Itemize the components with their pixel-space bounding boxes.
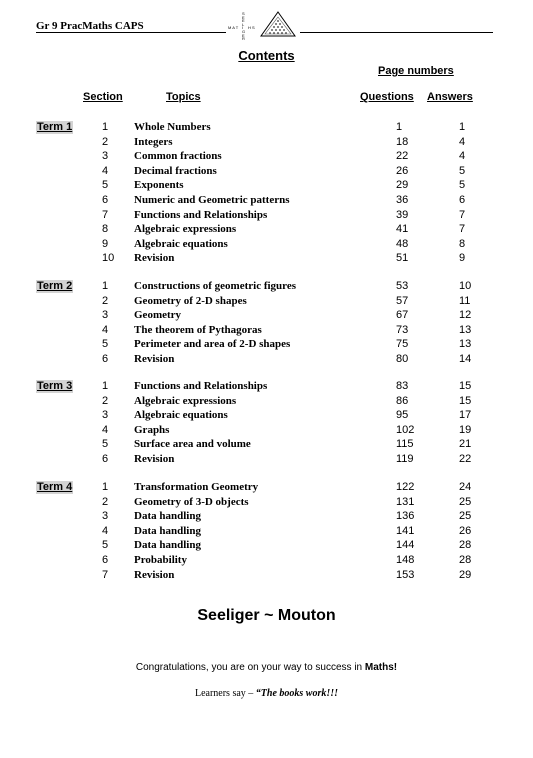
page-numbers-heading: Page numbers <box>378 65 454 77</box>
answers-page: 1 <box>459 121 466 133</box>
header-rule-left <box>36 32 226 33</box>
section-number: 8 <box>102 223 109 236</box>
topic-name: Functions and Relationships <box>134 208 268 221</box>
section-number: 6 <box>102 194 109 206</box>
answers-page: 15 <box>459 394 472 407</box>
authors: Seeliger ~ Mouton <box>197 607 336 624</box>
section-number: 3 <box>102 150 109 163</box>
column-header-answers: Answers <box>427 91 473 103</box>
section-number: 1 <box>102 121 109 133</box>
section-number: 3 <box>102 409 109 422</box>
table-row <box>36 554 496 569</box>
answers-page: 12 <box>459 309 472 322</box>
topic-name: Geometry of 2-D shapes <box>134 294 247 307</box>
table-row <box>36 496 496 511</box>
table-row <box>36 136 496 151</box>
questions-page: 1 <box>396 121 403 133</box>
table-row <box>36 569 496 584</box>
topic-name: Integers <box>134 135 173 148</box>
questions-page: 53 <box>396 280 409 292</box>
table-row <box>36 309 496 324</box>
section-number: 5 <box>102 438 109 451</box>
answers-page: 6 <box>459 194 466 206</box>
section-number: 4 <box>102 423 109 436</box>
questions-page: 67 <box>396 309 409 322</box>
topic-name: Numeric and Geometric patterns <box>134 194 290 206</box>
questions-page: 115 <box>396 438 414 451</box>
questions-page: 148 <box>396 554 415 566</box>
table-row <box>36 438 496 453</box>
table-row <box>36 424 496 439</box>
topic-name: Algebraic equations <box>134 237 228 250</box>
table-row <box>36 223 496 238</box>
answers-page: 8 <box>459 237 466 250</box>
table-row <box>36 453 496 468</box>
questions-page: 136 <box>396 510 415 523</box>
logo-text-right: H S <box>248 25 255 30</box>
answers-page: 4 <box>459 150 466 163</box>
answers-page: 5 <box>459 179 466 192</box>
table-row <box>36 179 496 194</box>
document-header-title: Gr 9 PracMaths CAPS <box>36 20 144 32</box>
table-row <box>36 252 496 267</box>
topic-name: Data handling <box>134 510 201 523</box>
term-label: Term 4 <box>37 481 73 493</box>
table-row <box>36 380 496 395</box>
questions-page: 73 <box>396 323 409 336</box>
table-row <box>36 525 496 540</box>
section-number: 4 <box>102 524 109 537</box>
section-number: 1 <box>102 380 109 392</box>
term-label: Term 3 <box>37 380 73 392</box>
section-number: 1 <box>102 280 109 292</box>
contents-heading: Contents <box>238 48 295 63</box>
answers-page: 29 <box>459 568 472 581</box>
answers-page: 9 <box>459 252 466 265</box>
questions-page: 119 <box>396 453 414 465</box>
answers-page: 25 <box>459 510 472 523</box>
questions-page: 36 <box>396 194 409 206</box>
topic-name: Exponents <box>134 179 184 192</box>
topic-name: Transformation Geometry <box>134 481 259 493</box>
learners-say-prefix: Learners say – <box>194 688 256 699</box>
answers-page: 22 <box>459 453 472 465</box>
table-row <box>36 324 496 339</box>
questions-page: 86 <box>396 394 409 407</box>
answers-page: 4 <box>459 135 466 148</box>
topic-name: Revision <box>134 568 175 581</box>
header-rule-right <box>300 32 493 33</box>
section-number: 5 <box>102 539 109 552</box>
section-number: 6 <box>102 353 109 365</box>
table-row <box>36 395 496 410</box>
table-row <box>36 165 496 180</box>
logo-text-vertical: S E E L I G E R <box>242 11 246 42</box>
answers-page: 28 <box>459 554 472 566</box>
topic-name: Surface area and volume <box>134 438 251 451</box>
answers-page: 15 <box>459 380 472 392</box>
topic-name: Algebraic equations <box>134 409 228 422</box>
questions-page: 51 <box>396 252 409 265</box>
answers-page: 28 <box>459 539 472 552</box>
answers-page: 10 <box>459 280 472 292</box>
column-header-questions: Questions <box>360 91 414 103</box>
section-number: 2 <box>102 135 109 148</box>
table-row <box>36 338 496 353</box>
questions-page: 122 <box>396 481 415 493</box>
section-number: 6 <box>102 453 109 465</box>
answers-page: 13 <box>459 323 472 336</box>
questions-page: 80 <box>396 353 409 365</box>
questions-page: 39 <box>396 208 409 221</box>
section-number: 9 <box>102 237 109 250</box>
topic-name: Geometry of 3-D objects <box>134 495 249 508</box>
table-row <box>36 238 496 253</box>
answers-page: 17 <box>459 409 472 422</box>
section-number: 1 <box>102 481 109 493</box>
table-row <box>36 510 496 525</box>
answers-page: 26 <box>459 524 472 537</box>
pyramid-logo-icon <box>260 11 296 37</box>
topic-name: Graphs <box>134 423 170 436</box>
topic-name: Algebraic expressions <box>134 394 237 407</box>
questions-page: 83 <box>396 380 409 392</box>
section-number: 4 <box>102 323 109 336</box>
table-row <box>36 539 496 554</box>
learners-say-quote: “The books work!!! <box>255 688 339 699</box>
section-number: 5 <box>102 338 109 351</box>
questions-page: 95 <box>396 409 409 422</box>
congratulations-bold: Maths! <box>364 662 398 673</box>
table-row <box>36 150 496 165</box>
table-row <box>36 295 496 310</box>
term-label: Term 2 <box>37 280 73 292</box>
questions-page: 144 <box>396 539 415 552</box>
topic-name: Revision <box>134 252 175 265</box>
table-row <box>36 409 496 424</box>
answers-page: 14 <box>459 353 472 365</box>
answers-page: 7 <box>459 208 466 221</box>
table-row <box>36 280 496 295</box>
learners-say-text <box>0 688 533 699</box>
topic-name: Whole Numbers <box>134 121 211 133</box>
questions-page: 57 <box>396 294 409 307</box>
answers-page: 7 <box>459 223 466 236</box>
questions-page: 48 <box>396 237 409 250</box>
term-label: Term 1 <box>37 121 73 133</box>
topic-name: Revision <box>134 353 175 365</box>
table-row <box>36 121 496 136</box>
topic-name: Constructions of geometric figures <box>134 280 297 292</box>
section-number: 3 <box>102 510 109 523</box>
topic-name: Probability <box>134 554 187 566</box>
questions-page: 22 <box>396 150 409 163</box>
section-number: 3 <box>102 309 109 322</box>
answers-page: 19 <box>459 423 472 436</box>
table-row <box>36 481 496 496</box>
congratulations-prefix: Congratulations, you are on your way to success in <box>135 662 365 673</box>
column-header-topics: Topics <box>166 91 201 103</box>
topic-name: Decimal fractions <box>134 164 217 177</box>
section-number: 2 <box>102 294 109 307</box>
topic-name: The theorem of Pythagoras <box>134 323 262 336</box>
answers-page: 25 <box>459 495 472 508</box>
section-number: 6 <box>102 554 109 566</box>
table-row <box>36 353 496 368</box>
questions-page: 41 <box>396 223 409 236</box>
questions-page: 18 <box>396 135 409 148</box>
questions-page: 102 <box>396 423 415 436</box>
topic-name: Geometry <box>134 309 182 322</box>
column-header-section: Section <box>83 91 123 103</box>
answers-page: 5 <box>459 164 466 177</box>
topic-name: Perimeter and area of 2-D shapes <box>134 338 291 351</box>
section-number: 10 <box>102 252 115 265</box>
questions-page: 141 <box>396 524 415 537</box>
answers-page: 13 <box>459 338 472 351</box>
questions-page: 26 <box>396 164 409 177</box>
topic-name: Common fractions <box>134 150 222 163</box>
answers-page: 24 <box>459 481 472 493</box>
table-row <box>36 209 496 224</box>
logo-text-left: M A T <box>228 25 239 30</box>
topic-name: Data handling <box>134 524 201 537</box>
questions-page: 75 <box>396 338 409 351</box>
answers-page: 11 <box>459 294 471 307</box>
topic-name: Algebraic expressions <box>134 223 237 236</box>
congratulations-text <box>0 662 533 673</box>
topic-name: Revision <box>134 453 175 465</box>
section-number: 7 <box>102 568 109 581</box>
questions-page: 29 <box>396 179 409 192</box>
questions-page: 131 <box>396 495 415 508</box>
questions-page: 153 <box>396 568 415 581</box>
section-number: 7 <box>102 208 109 221</box>
table-row <box>36 194 496 209</box>
topic-name: Functions and Relationships <box>134 380 268 392</box>
answers-page: 21 <box>459 438 472 451</box>
section-number: 2 <box>102 394 109 407</box>
section-number: 5 <box>102 179 109 192</box>
topic-name: Data handling <box>134 539 201 552</box>
section-number: 2 <box>102 495 109 508</box>
section-number: 4 <box>102 164 109 177</box>
